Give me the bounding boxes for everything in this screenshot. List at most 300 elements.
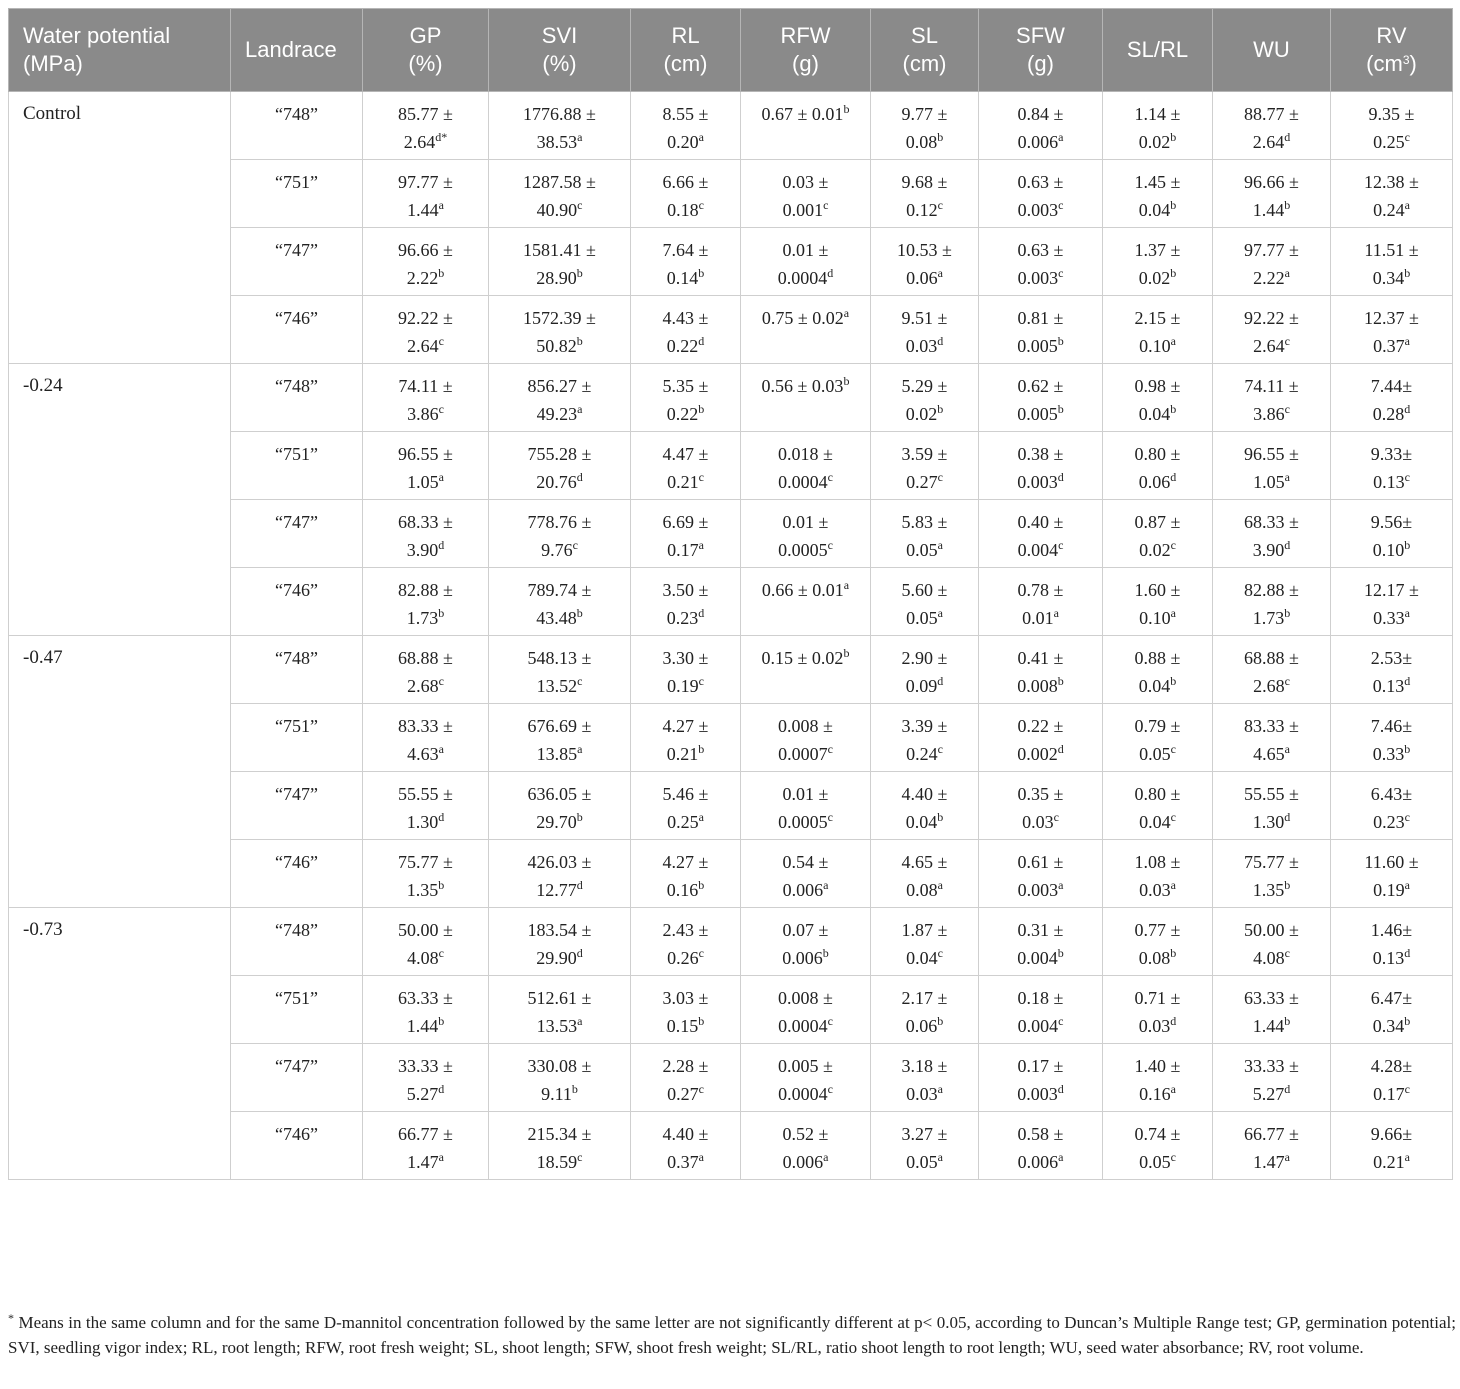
se-value: 2.22 [406, 268, 439, 288]
se-line [1219, 1148, 1324, 1176]
se-value: 29.70 [536, 812, 577, 832]
mean-value: 82.88 ± [1244, 580, 1299, 600]
value-cell [1213, 500, 1331, 568]
significance-letter: c [827, 1014, 833, 1028]
se-value: 0.04 [905, 812, 938, 832]
mean-value: 0.98 ± [1134, 376, 1181, 396]
value-cell [979, 1112, 1103, 1180]
se-line [637, 1148, 734, 1176]
value-cell [979, 92, 1103, 160]
significance-letter: d [438, 810, 445, 824]
se-value: 0.08 [906, 880, 938, 900]
value-cell [1331, 160, 1453, 228]
significance-letter: a [577, 130, 583, 144]
mean-value: 97.77 ± [398, 172, 453, 192]
landrace-cell [231, 1112, 363, 1180]
column-header-unit: (%) [542, 51, 577, 76]
se-line [1337, 944, 1446, 972]
landrace-cell [231, 364, 363, 432]
water-potential-label: Control [23, 103, 82, 124]
mean-value: 3.50 ± [662, 580, 709, 600]
value-cell [631, 1112, 741, 1180]
value-cell [1103, 296, 1213, 364]
se-line [495, 808, 624, 836]
se-value: 0.22 [666, 336, 699, 356]
mean-value: 9.56± [1370, 512, 1413, 532]
significance-letter: c [827, 1082, 833, 1096]
se-line [1109, 944, 1206, 972]
mean-value: 83.33 ± [398, 716, 453, 736]
se-line [1337, 536, 1446, 564]
value-cell [1331, 92, 1453, 160]
se-value: 3.90 [406, 540, 439, 560]
se-line [637, 672, 734, 700]
se-line [1337, 604, 1446, 632]
se-value: 0.03 [1138, 1016, 1171, 1036]
mean-value: 66.77 ± [1244, 1124, 1299, 1144]
se-value: 18.59 [536, 1152, 578, 1172]
significance-letter: d [1170, 1014, 1177, 1028]
se-line [1219, 944, 1324, 972]
water-potential-cell [9, 92, 231, 364]
significance-letter: d [1057, 742, 1064, 756]
mean-value: 6.43± [1370, 784, 1413, 804]
se-line [369, 400, 482, 428]
mean-value: 68.33 ± [398, 512, 453, 532]
column-header [1331, 9, 1453, 92]
landrace-cell [231, 636, 363, 704]
se-value: 0.008 [1017, 676, 1058, 696]
se-line [747, 196, 864, 224]
landrace-label: “748” [275, 104, 318, 124]
mean-value: 3.39 ± [901, 716, 948, 736]
se-line [637, 740, 734, 768]
mean-value: 0.58 ± [1017, 1124, 1064, 1144]
column-header-unit-close: ) [1409, 51, 1417, 76]
mean-value: 68.88 ± [1244, 648, 1299, 668]
mean-value: 0.71 ± [1134, 988, 1181, 1008]
mean-value: 96.66 ± [1244, 172, 1299, 192]
significance-letter: a [698, 810, 704, 824]
significance-letter: b [1284, 198, 1291, 212]
column-header [871, 9, 979, 92]
mean-value: 74.11 ± [1244, 376, 1299, 396]
column-header [9, 9, 231, 92]
significance-letter: b [1057, 334, 1064, 348]
mean-value: 636.05 ± [527, 784, 592, 804]
se-value: 0.17 [1373, 1084, 1405, 1104]
se-line [637, 944, 734, 972]
se-value: 0.06 [906, 268, 938, 288]
landrace-label: “746” [275, 580, 318, 600]
value-cell [1103, 500, 1213, 568]
se-line [495, 604, 624, 632]
significance-letter: b [1170, 946, 1177, 960]
value-cell [979, 636, 1103, 704]
se-value: 0.19 [667, 676, 699, 696]
mean-value: 0.01 ± [782, 240, 829, 260]
se-value: 2.64 [407, 336, 439, 356]
se-line [985, 808, 1096, 836]
value-cell [489, 636, 631, 704]
value-cell [741, 160, 871, 228]
table-header-row [9, 9, 1453, 92]
se-value: 0.05 [906, 1152, 938, 1172]
significance-letter: a [937, 878, 943, 892]
landrace-label: “748” [275, 920, 318, 940]
mean-value: 50.00 ± [398, 920, 453, 940]
column-header-label: RL [671, 23, 700, 48]
value-cell [489, 432, 631, 500]
significance-letter: b [822, 946, 829, 960]
significance-letter: a [1170, 334, 1176, 348]
mean-value: 0.61 ± [1017, 852, 1064, 872]
value-cell [979, 840, 1103, 908]
significance-letter: c [1058, 198, 1064, 212]
column-header-unit: (%) [408, 51, 443, 76]
value-cell [1213, 908, 1331, 976]
landrace-label: “751” [275, 172, 318, 192]
se-value: 2.22 [1253, 268, 1285, 288]
se-value: 0.17 [667, 540, 699, 560]
significance-letter: d [576, 946, 583, 960]
value-cell [1103, 160, 1213, 228]
significance-letter: c [1404, 810, 1410, 824]
value-cell [1103, 432, 1213, 500]
column-header-label: Landrace [245, 37, 337, 62]
mean-value: 4.47 ± [662, 444, 709, 464]
value-cell [871, 364, 979, 432]
mean-value: 96.66 ± [398, 240, 453, 260]
se-line [985, 604, 1096, 632]
value-cell [1103, 704, 1213, 772]
se-value: 0.08 [1138, 948, 1171, 968]
mean-value: 2.43 ± [662, 920, 709, 940]
se-value: 1.44 [1252, 200, 1285, 220]
significance-letter: b [698, 742, 705, 756]
value-cell [741, 908, 871, 976]
mean-value: 6.66 ± [662, 172, 709, 192]
se-value: 0.02 [1139, 540, 1171, 560]
se-value: 13.52 [536, 676, 578, 696]
value-cell [741, 636, 871, 704]
se-value: 0.005 [1017, 336, 1058, 356]
table-row [9, 364, 1453, 432]
significance-letter: c [1058, 538, 1064, 552]
mean-value: 96.55 ± [398, 444, 453, 464]
value-cell [979, 432, 1103, 500]
significance-letter: c [827, 810, 833, 824]
significance-letter: a [1404, 334, 1410, 348]
value-cell [1331, 364, 1453, 432]
value-cell [1213, 840, 1331, 908]
landrace-cell [231, 228, 363, 296]
se-line [637, 604, 734, 632]
mean-value: 1572.39 ± [523, 308, 596, 328]
mean-value: 0.54 ± [782, 852, 829, 872]
se-line [637, 876, 734, 904]
significance-letter: a [1404, 606, 1410, 620]
se-line [1109, 264, 1206, 292]
value-cell [363, 840, 489, 908]
significance-letter: a [1170, 606, 1176, 620]
se-value: 0.14 [666, 268, 699, 288]
se-line [1219, 196, 1324, 224]
se-value: 0.16 [1139, 1084, 1171, 1104]
value-cell [1103, 364, 1213, 432]
value-cell [741, 976, 871, 1044]
significance-letter: c [698, 1082, 704, 1096]
se-line [1337, 1148, 1446, 1176]
se-value: 0.0005 [778, 540, 828, 560]
se-value: 0.23 [1373, 812, 1405, 832]
se-value: 5.27 [406, 1084, 439, 1104]
significance-letter: a [1053, 606, 1059, 620]
mean-value: 96.55 ± [1244, 444, 1299, 464]
se-line [369, 264, 482, 292]
se-value: 3.86 [407, 404, 439, 424]
value-cell [363, 500, 489, 568]
mean-value: 1.45 ± [1134, 172, 1181, 192]
mean-value: 9.35 ± [1368, 104, 1415, 124]
se-value: 0.37 [667, 1152, 699, 1172]
value-cell [489, 1044, 631, 1112]
mean-value: 3.03 ± [662, 988, 709, 1008]
se-line [495, 1080, 624, 1108]
value-cell [363, 568, 489, 636]
significance-letter: a [823, 1150, 829, 1164]
value-cell [871, 500, 979, 568]
se-value: 0.004 [1017, 540, 1059, 560]
value-cell [489, 92, 631, 160]
se-value: 0.03 [1139, 880, 1171, 900]
value-cell [363, 772, 489, 840]
value-cell [1213, 1044, 1331, 1112]
mean-value: 0.74 ± [1134, 1124, 1181, 1144]
mean-value: 183.54 ± [527, 920, 592, 940]
column-header [1213, 9, 1331, 92]
se-line [1219, 1012, 1324, 1040]
significance-letter: c [1284, 946, 1290, 960]
se-line [1337, 672, 1446, 700]
se-value: 1.44 [407, 200, 439, 220]
value-cell [871, 840, 979, 908]
se-value: 0.21 [667, 472, 699, 492]
mean-value: 0.66 ± 0.01 [761, 580, 844, 600]
value-cell [979, 772, 1103, 840]
mean-value: 2.15 ± [1134, 308, 1181, 328]
landrace-cell [231, 92, 363, 160]
mean-value: 0.008 ± [778, 988, 833, 1008]
se-value: 0.0004 [778, 1016, 828, 1036]
se-line [495, 196, 624, 224]
significance-letter: b [843, 374, 850, 388]
significance-letter: a [1058, 130, 1064, 144]
se-value: 50.82 [536, 336, 577, 356]
mean-value: 789.74 ± [527, 580, 592, 600]
mean-value: 1.46± [1370, 920, 1413, 940]
se-value: 0.004 [1017, 948, 1058, 968]
significance-letter: c [1053, 810, 1059, 824]
value-cell [631, 772, 741, 840]
se-value: 1.30 [406, 812, 439, 832]
table-row [9, 92, 1453, 160]
se-line [369, 1012, 482, 1040]
mean-value: 55.55 ± [398, 784, 453, 804]
value-cell [871, 1112, 979, 1180]
se-value: 0.03 [905, 336, 938, 356]
se-value: 13.85 [536, 744, 578, 764]
significance-letter: b [576, 266, 583, 280]
landrace-label: “747” [275, 784, 318, 804]
significance-letter: a [438, 742, 444, 756]
value-cell [979, 976, 1103, 1044]
mean-value: 0.018 ± [778, 444, 833, 464]
significance-letter: b [576, 810, 583, 824]
significance-letter: b [937, 1014, 944, 1028]
se-value: 0.001 [782, 200, 824, 220]
value-cell [363, 432, 489, 500]
significance-letter: a [698, 1150, 704, 1164]
significance-letter: a [1404, 878, 1410, 892]
se-value: 12.77 [536, 880, 577, 900]
significance-letter: b [1170, 674, 1177, 688]
value-cell [1331, 432, 1453, 500]
water-potential-label: -0.47 [23, 647, 63, 668]
significance-letter: b [1404, 1014, 1411, 1028]
se-value: 1.05 [407, 472, 439, 492]
value-cell [741, 840, 871, 908]
se-line [985, 1080, 1096, 1108]
se-line [495, 400, 624, 428]
significance-letter: d [438, 538, 445, 552]
se-line [1109, 196, 1206, 224]
se-line [985, 332, 1096, 360]
mean-value: 1.14 ± [1134, 104, 1181, 124]
significance-letter: c [438, 334, 444, 348]
se-value: 0.10 [1139, 336, 1171, 356]
mean-value: 0.77 ± [1134, 920, 1181, 940]
landrace-cell [231, 908, 363, 976]
significance-letter: b [1284, 1014, 1291, 1028]
se-value: 0.13 [1372, 948, 1405, 968]
significance-letter: c [1170, 538, 1176, 552]
significance-letter: c [937, 470, 943, 484]
se-line [1219, 1080, 1324, 1108]
se-value: 0.0005 [778, 812, 828, 832]
landrace-label: “747” [275, 240, 318, 260]
value-cell [1331, 1044, 1453, 1112]
se-value: 13.53 [536, 1016, 578, 1036]
significance-letter: a [438, 1150, 444, 1164]
se-line [637, 1012, 734, 1040]
se-line [1219, 332, 1324, 360]
se-value: 0.19 [1373, 880, 1405, 900]
mean-value: 0.80 ± [1134, 784, 1181, 804]
se-line [877, 672, 972, 700]
significance-letter: a [1284, 1150, 1290, 1164]
significance-letter: c [1170, 1150, 1176, 1164]
significance-letter: b [1404, 742, 1411, 756]
value-cell [363, 92, 489, 160]
value-cell [979, 500, 1103, 568]
mean-value: 33.33 ± [1244, 1056, 1299, 1076]
se-value: 0.16 [666, 880, 699, 900]
significance-letter: d [1284, 130, 1291, 144]
value-cell [631, 500, 741, 568]
se-line [369, 468, 482, 496]
mean-value: 68.88 ± [398, 648, 453, 668]
value-cell [631, 636, 741, 704]
value-cell [1331, 568, 1453, 636]
significance-letter: c [1284, 334, 1290, 348]
mean-value: 63.33 ± [1244, 988, 1299, 1008]
column-header-unit: (cm) [902, 51, 947, 76]
mean-value: 4.65 ± [901, 852, 948, 872]
se-value: 0.26 [667, 948, 699, 968]
mean-value: 63.33 ± [398, 988, 453, 1008]
se-value: 9.76 [541, 540, 573, 560]
column-header-unit: (MPa) [23, 51, 83, 76]
significance-letter: b [698, 266, 705, 280]
se-line [877, 808, 972, 836]
se-line [877, 740, 972, 768]
se-line [637, 196, 734, 224]
mean-value: 8.55 ± [662, 104, 709, 124]
se-value: 29.90 [536, 948, 577, 968]
significance-letter: c [577, 198, 583, 212]
value-cell [1331, 1112, 1453, 1180]
significance-letter: d [1170, 470, 1177, 484]
se-value: 1.35 [406, 880, 439, 900]
mean-value: 68.33 ± [1244, 512, 1299, 532]
se-line [1337, 1012, 1446, 1040]
mean-value: 10.53 ± [897, 240, 952, 260]
value-cell [489, 160, 631, 228]
mean-value: 2.17 ± [901, 988, 948, 1008]
se-line [877, 536, 972, 564]
se-value: 2.64 [1252, 132, 1285, 152]
value-cell [1213, 296, 1331, 364]
significance-letter: a [698, 130, 704, 144]
se-line [985, 264, 1096, 292]
landrace-cell [231, 976, 363, 1044]
value-cell [363, 296, 489, 364]
se-value: 0.24 [1373, 200, 1405, 220]
water-potential-label: -0.73 [23, 919, 63, 940]
value-cell [489, 568, 631, 636]
landrace-label: “751” [275, 716, 318, 736]
se-line [747, 944, 864, 972]
value-cell [1103, 1112, 1213, 1180]
se-value: 0.25 [667, 812, 699, 832]
significance-letter: d [1404, 946, 1411, 960]
significance-letter: a [937, 1082, 943, 1096]
se-value: 0.002 [1017, 744, 1058, 764]
value-cell [1331, 636, 1453, 704]
se-line [495, 944, 624, 972]
significance-letter: c [438, 674, 444, 688]
se-line [637, 332, 734, 360]
mean-value: 2.28 ± [662, 1056, 709, 1076]
se-line [369, 740, 482, 768]
significance-letter: a [1058, 1150, 1064, 1164]
value-cell [979, 364, 1103, 432]
landrace-label: “751” [275, 988, 318, 1008]
se-value: 0.27 [667, 1084, 699, 1104]
significance-letter: b [1404, 266, 1411, 280]
significance-letter: a [438, 470, 444, 484]
